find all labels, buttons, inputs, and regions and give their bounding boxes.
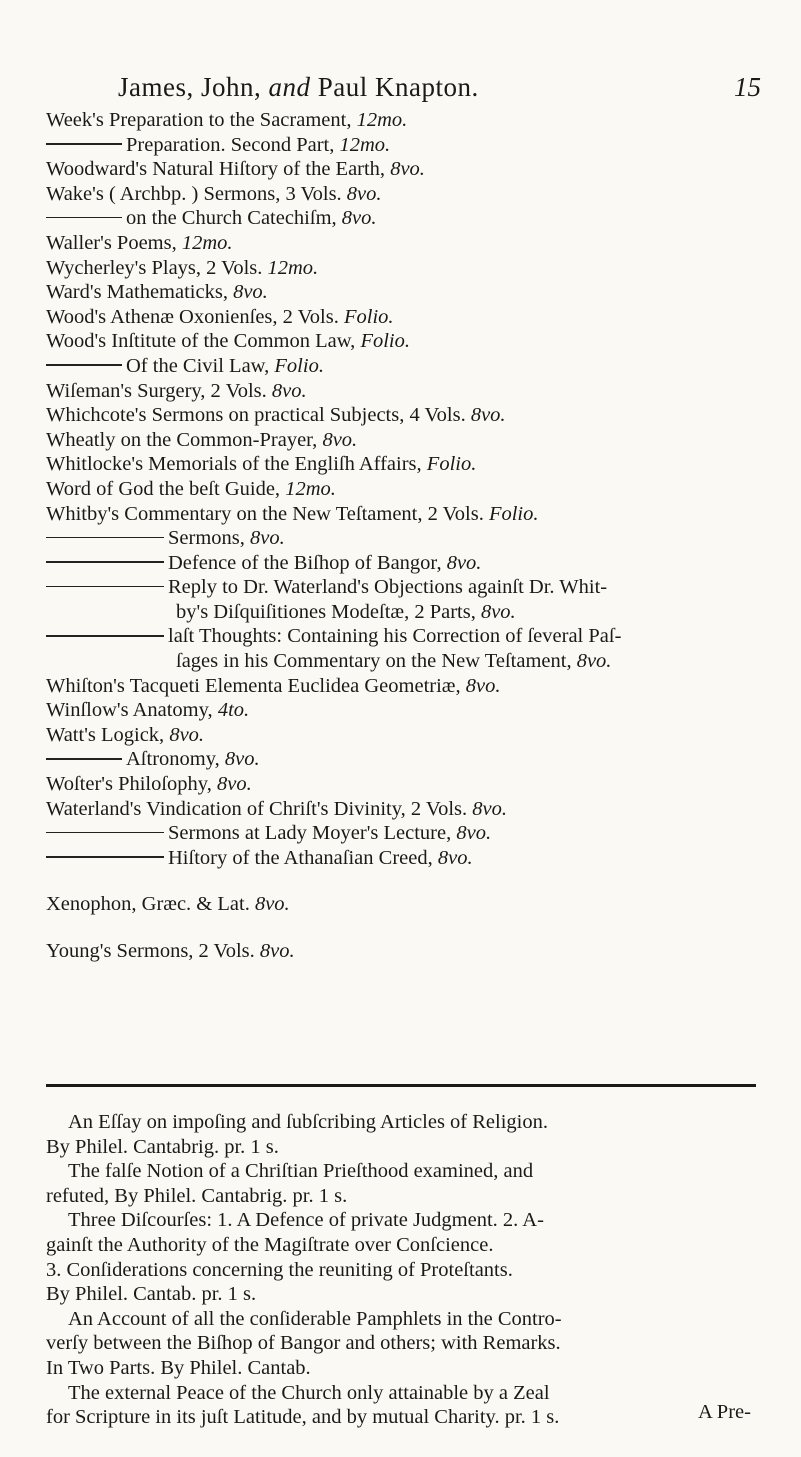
header-publishers-first: James, John, (118, 72, 262, 102)
entry-title: Waller's Poems, (46, 231, 182, 254)
catalog-entry (46, 305, 766, 330)
entry-title: Whitby's Commentary on the New Teſtament, 2 Vols. (46, 502, 489, 525)
advertisement-line: for Scripture in its juſt Latitude, and by mutual Charity. pr. 1 s. (46, 1406, 560, 1429)
entry-title: Week's Preparation to the Sacrament, (46, 109, 357, 131)
entry-title: Aſtronomy, (126, 748, 225, 771)
entry-title: Defence of the Biſhop of Bangor, (168, 551, 447, 574)
catalog-entry (46, 723, 766, 748)
entry-title: Of the Civil Law, (126, 354, 275, 377)
pamphlet-advertisements (46, 1110, 766, 1430)
catalog-entry (46, 280, 766, 305)
entry-title: Whiſton's Tacqueti Elementa Euclidea Geometriæ, (46, 674, 466, 697)
catalog-entry (46, 256, 766, 281)
advertisement-line: The falſe Notion of a Chriſtian Prieſthood examined, and (68, 1160, 534, 1183)
ditto-dash (46, 832, 164, 834)
entry-title: Sermons at Lady Moyer's Lecture, (168, 822, 457, 845)
entry-title: Wake's ( Archbp. ) Sermons, 3 Vols. (46, 182, 347, 205)
entry-title: Wiſeman's Surgery, 2 Vols. (46, 379, 272, 402)
ditto-dash (46, 586, 164, 588)
advertisement-line: The external Peace of the Church only attainable by a Zeal (68, 1381, 550, 1404)
entry-title: Wycherley's Plays, 2 Vols. (46, 256, 268, 279)
catalog-entry (46, 428, 766, 453)
catalog-entry (46, 108, 766, 133)
entry-format: 8vo. (470, 404, 506, 427)
entry-format: 12mo. (181, 231, 233, 254)
entry-title: on the Church Catechiſm, (126, 207, 342, 230)
ditto-dash (46, 758, 122, 760)
catalog-entry (46, 206, 766, 231)
entry-format: 8vo. (259, 940, 295, 962)
catchword: A Pre- (698, 1401, 751, 1423)
entry-format: 8vo. (446, 551, 482, 574)
catalog-entry (46, 452, 766, 477)
entry-title: Whitlocke's Memorials of the Engliſh Affairs, (46, 453, 427, 476)
catalog-entry (46, 354, 766, 379)
entry-title: Hiſtory of the Athanaſian Creed, (168, 846, 438, 869)
entry-format: 8vo. (216, 773, 252, 796)
header-publishers-last: Paul Knapton. (317, 72, 479, 102)
catalog-entry (46, 600, 766, 625)
entry-format: 8vo. (254, 893, 290, 916)
catalog-spacer (46, 870, 766, 892)
catalog-spacer (46, 917, 766, 939)
entry-format: 8vo. (233, 281, 268, 304)
entry-title: Preparation. Second Part, (126, 133, 340, 156)
catalog-entry (46, 747, 766, 772)
entry-title: Ward's Mathematicks, (46, 281, 234, 304)
entry-title: Xenophon, Græc. & Lat. (46, 893, 255, 916)
catalog-entry (46, 649, 766, 674)
ditto-dash (46, 561, 164, 563)
entry-format: 8vo. (437, 846, 473, 869)
entry-title: Wood's Inſtitute of the Common Law, (46, 330, 361, 353)
catalog-entry (46, 846, 766, 871)
entry-title: Reply to Dr. Waterland's Objections againſt Dr. Whit- (168, 576, 608, 599)
page-number: 15 (734, 72, 761, 102)
entry-format: 8vo. (465, 674, 501, 697)
advertisement-line: An Eſſay on impoſing and ſubſcribing Articles of Religion. (68, 1111, 548, 1133)
catalog-entry (46, 477, 766, 502)
entry-format: Folio. (488, 502, 539, 525)
advertisement-line: By Philel. Cantabrig. pr. 1 s. (46, 1135, 279, 1158)
catalog-entry (46, 551, 766, 576)
entry-title: Wood's Athenæ Oxonienſes, 2 Vols. (46, 305, 344, 328)
entry-title: Winſlow's Anatomy, (46, 699, 218, 722)
catalog-entry (46, 329, 766, 354)
entry-title: Woodward's Natural Hiſtory of the Earth, (46, 158, 391, 181)
ditto-dash (46, 217, 122, 219)
advertisement-line: refuted, By Philel. Cantabrig. pr. 1 s. (46, 1184, 348, 1207)
catalog-entry (46, 772, 766, 797)
header-and: and (268, 72, 311, 102)
catalog-entry (46, 157, 766, 182)
advertisement-line: By Philel. Cantab. pr. 1 s. (46, 1283, 257, 1306)
entry-format: 8vo. (322, 428, 358, 451)
entry-format: 8vo. (480, 600, 516, 623)
entry-format: 4to. (217, 699, 250, 722)
catalog-entry (46, 231, 766, 256)
entry-title: laſt Thoughts: Containing his Correction of ſeveral Paſ- (168, 625, 622, 648)
entry-format: 8vo. (576, 650, 612, 673)
ditto-dash (46, 635, 164, 637)
section-divider-rule (46, 1084, 756, 1087)
entry-format: 12mo. (267, 256, 319, 279)
entry-format: 8vo. (271, 379, 307, 402)
catalog-entry (46, 892, 766, 917)
entry-title: Young's Sermons, 2 Vols. (46, 940, 260, 962)
entry-title: Word of God the beſt Guide, (46, 477, 286, 500)
catalog-entry (46, 526, 766, 551)
catalog-entry (46, 133, 766, 158)
entry-format: Folio. (426, 453, 477, 476)
entry-format: Folio. (360, 330, 410, 353)
entry-format: 8vo. (346, 182, 382, 205)
advertisement-line: In Two Parts. By Philel. Cantab. (46, 1356, 311, 1379)
entry-format: 12mo. (285, 477, 336, 500)
entry-title: Sermons, (168, 527, 250, 550)
catalog-entry (46, 698, 766, 723)
entry-title: Woſter's Philoſophy, (46, 773, 217, 796)
catalog-entry (46, 939, 766, 964)
catalog-entry (46, 624, 766, 649)
ditto-dash (46, 143, 122, 145)
running-header (118, 72, 678, 103)
entry-title: Whichcote's Sermons on practical Subjects, 4 Vols. (46, 404, 471, 427)
entry-format: 12mo. (356, 109, 408, 131)
catalog-entry (46, 674, 766, 699)
entry-format: 8vo. (456, 822, 492, 845)
entry-format: Folio. (343, 305, 394, 328)
catalog-entry (46, 797, 766, 822)
entry-format: Folio. (274, 354, 324, 377)
entry-format: 8vo. (341, 207, 377, 230)
entry-title: Wheatly on the Common-Prayer, (46, 428, 323, 451)
catalog-entry (46, 403, 766, 428)
entry-title: ſages in his Commentary on the New Teſtament, (176, 650, 577, 673)
book-catalog-list (46, 108, 766, 964)
catalog-entry (46, 502, 766, 527)
ditto-dash (46, 856, 164, 858)
entry-title: by's Diſquiſitiones Modeſtæ, 2 Parts, (176, 600, 481, 623)
advertisement-line: An Account of all the conſiderable Pamphlets in the Contro- (68, 1307, 562, 1330)
entry-format: 12mo. (339, 133, 391, 156)
entry-format: 8vo. (472, 797, 507, 820)
catalog-entry (46, 182, 766, 207)
entry-title: Watt's Logick, (46, 723, 170, 746)
entry-title: Waterland's Vindication of Chriſt's Divinity, 2 Vols. (46, 797, 473, 820)
advertisement-line: Three Diſcourſes: 1. A Defence of private Judgment. 2. A- (68, 1209, 544, 1232)
entry-format: 8vo. (390, 158, 425, 181)
entry-format: 8vo. (169, 723, 205, 746)
catalog-entry (46, 821, 766, 846)
advertisement-line: gainſt the Authority of the Magiſtrate over Conſcience. (46, 1233, 494, 1256)
ditto-dash (46, 537, 164, 539)
entry-format: 8vo. (224, 748, 260, 771)
entry-format: 8vo. (250, 527, 285, 550)
advertisement-line: verſy between the Biſhop of Bangor and others; with Remarks. (46, 1332, 561, 1355)
catalog-entry (46, 575, 766, 600)
catalog-entry (46, 379, 766, 404)
ditto-dash (46, 364, 122, 366)
advertisement-line: 3. Conſiderations concerning the reuniting of Proteſtants. (46, 1258, 513, 1281)
